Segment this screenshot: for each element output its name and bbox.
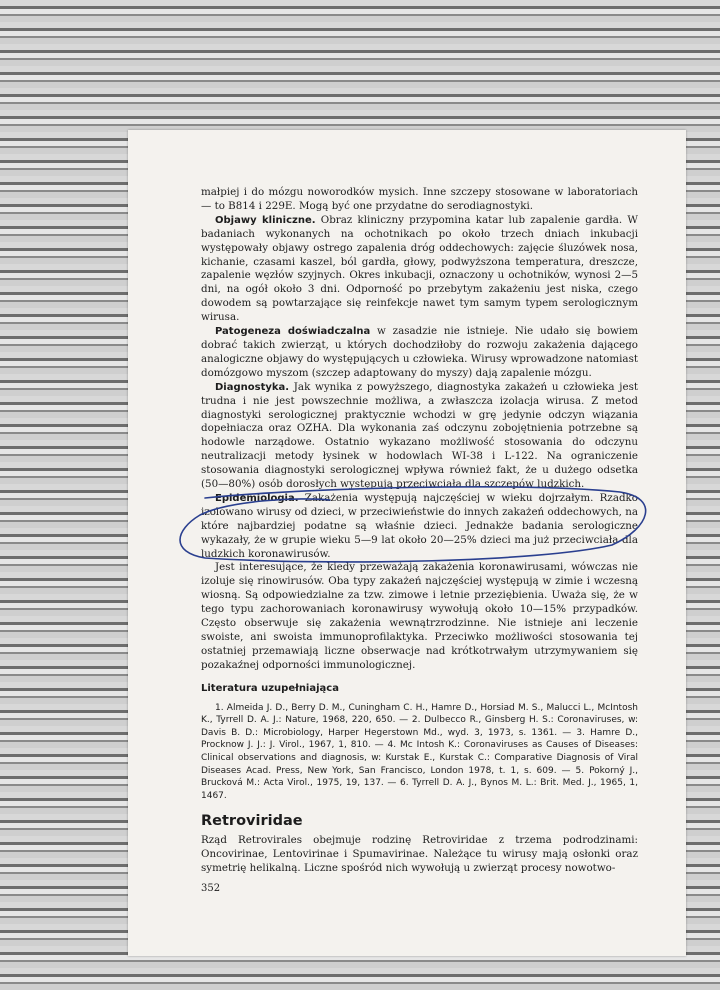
- section-title: Retroviridae: [201, 813, 303, 829]
- literature-heading: Literatura uzupełniająca: [201, 682, 339, 694]
- references-list: 1. Almeida J. D., Berry D. M., Cuningham C. H., Hamre D., Horsiad M. S., Malucci L., McIntosh K., Tyrrell D. A. J.: Nature, 1968, 220, 650. — 2. Dulbecco R., Ginsberg H. S.: Coronaviruses, w: Davis B. D.: Microbiology, Harper Hegerstown Md., wyd. 3, 1973, s. 1361. — 3. Hamre D., Procknow J. J.: J. Virol., 1967, 1, 810. — 4. Mc Intosh K.: Coronaviruses as Causes of Diseases: Clinical observations and diagnosis, w: Kurstak E., Kurstak C.: Comparative Diagnosis of Viral Diseases Acad. Press, New York, San Francisco, London 1978, t. 1, s. 609. — 5. Pokorný J., Brucková M.: Acta Virol., 1975, 19, 137. — 6. Tyrrell D. A. J., Bynos M. L.: Brit. Med. J., 1965, 1, 1467.: [201, 702, 638, 801]
- paragraph-continuation: małpiej i do mózgu noworodków mysich. Inne szczepy stosowane w laboratoriach — to B814 i 229E. Mogą być one przydatne do serodiagnostyki.: [201, 186, 638, 212]
- paragraph-epidemiologia: [201, 492, 638, 562]
- paragraph-objawy: [201, 214, 638, 325]
- page-number: 352: [201, 883, 221, 894]
- text-objawy: Obraz kliniczny przypomina katar lub zapalenie gardła. W badaniach wykonanych na ochotnikach po około trzech dniach inkubacji występowały objawy ostrego zapalenia dróg oddechowych: zajęcie śluzówek nosa, kichanie, czasami kaszel, ból gardła, głowy, podwyższona temperatura, dreszcze, zapalenie węzłów szyjnych. Okres inkubacji, oznaczony u ochotników, wynosi 2—5 dni, na ogół około 3 dni. Odporność po przebytym zakażeniu jest niska, czego dowodem są powtarzające się reinfekcje nawet tym samym typem serologicznym wirusa.: [201, 213, 638, 324]
- section-text: Rząd Retrovirales obejmuje rodzinę Retroviridae z trzema podrodzinami: Oncovirinae, Lentovirinae i Spumavirinae. Należące tu wirusy mają osłonki oraz symetrię helikalną. Liczne spośród nich wywołują u zwierząt procesy nowotwo-: [201, 834, 638, 874]
- text-patogeneza: w zasadzie nie istnieje. Nie udało się bowiem dobrać takich zwierząt, u których dochodziłoby do rozwoju zakażenia dającego analogiczne objawy do występujących u człowieka. Wirusy wprowadzone natomiast domózgowo myszom (szczep adaptowany do myszy) dają zapalenie mózgu.: [201, 325, 638, 379]
- book-page: [128, 130, 686, 956]
- text-epidemiologia: Zakażenia występują najczęściej w wieku dojrzałym. Rzadko izolowano wirusy od dzieci, w przeciwieństwie do innych zakażeń oddechowych, na które najbardziej podatne są właśnie dzieci. Jednakże badania serologiczne wykazały, że w grupie wieku 5—9 lat około 20—25% dzieci ma już przeciwciała dla ludzkich koronawirusów.: [201, 491, 638, 560]
- paragraph-interesting: Jest interesujące, że kiedy przeważają zakażenia koronawirusami, wówczas nie izoluje się rinowirusów. Oba typy zakażeń najczęściej występują w zimie i wczesną wiosną. Są odpowiedzialne za tzw. zimowe i letnie przeziębienia. Uważa się, że w tego typu zachorowaniach koronawirusy wywołują około 10—15% przypadków. Często obserwuje się zakażenia wewnątrzrodzinne. Nie istnieje ani leczenie swoiste, ani swoista immunoprofilaktyka. Przeciwko możliwości stosowania tej ostatniej przemawiają liczne obserwacje nad krótkotrwałym utrzymywaniem się pozakaźnej odporności immunologicznej.: [201, 561, 638, 671]
- text-diagnostyka: Jak wynika z powyższego, diagnostyka zakażeń u człowieka jest trudna i nie jest powszechnie możliwa, a zwłaszcza izolacja wirusa. Z metod diagnostyki serologicznej praktycznie wchodzi w grę jedynie odczyn wiązania dopełniacza oraz OZHA. Dla wykonania zaś odczynu zobojętnienia potrzebne są hodowle narządowe. Ostatnio wykazano możliwość stosowania do odczynu neutralizacji metody łysinek w hodowlach WI-38 i L-122. Na ograniczenie stosowania diagnostyki serologicznej wpływa również fakt, że u dużego odsetka (50—80%) osób dorosłych występują przeciwciała dla szczepów ludzkich.: [201, 380, 638, 491]
- paragraph-diagnostyka: [201, 381, 638, 492]
- heading-patogeneza: Patogeneza doświadczalna: [215, 326, 371, 338]
- heading-diagnostyka: Diagnostyka.: [215, 381, 290, 393]
- paragraph-patogeneza: [201, 325, 638, 381]
- body-text: [201, 186, 638, 802]
- heading-epidemiologia: Epidemiologia.: [215, 492, 299, 504]
- heading-objawy: Objawy kliniczne.: [215, 214, 316, 226]
